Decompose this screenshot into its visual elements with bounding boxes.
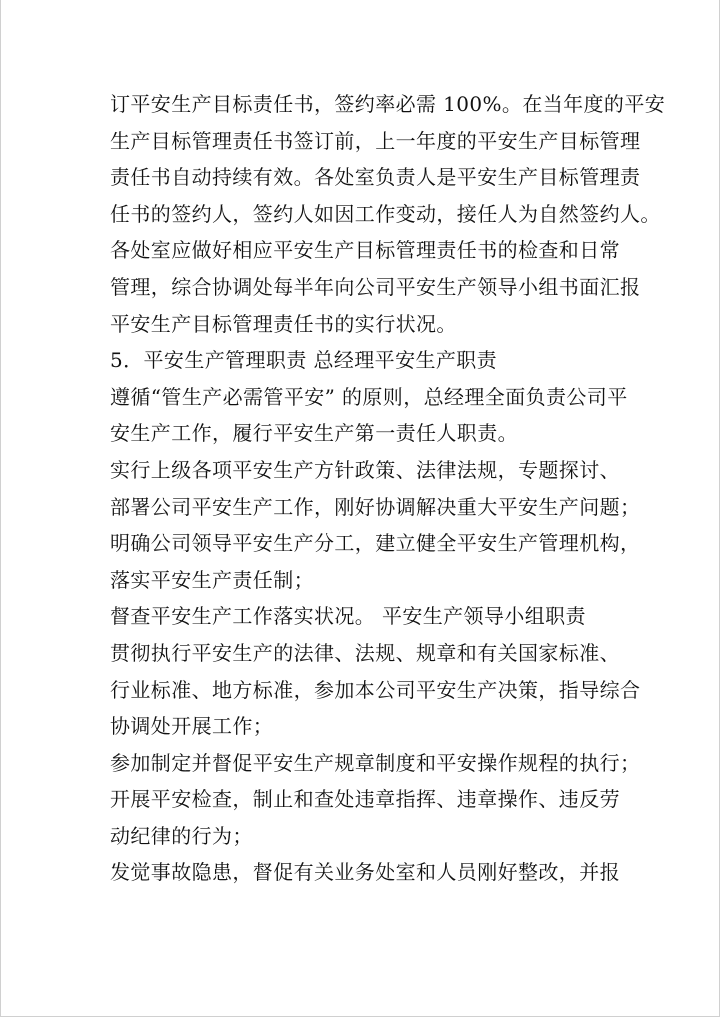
text-line-21: 动纪律的行为； (110, 823, 253, 848)
text-line-17: 行业标准、地方标准，参加本公司平安生产决策，指导综合 (110, 677, 641, 702)
text-line-19: 参加制定并督促平安生产规章制度和平安操作规程的执行； (110, 750, 641, 775)
text-line-18: 协调处开展工作； (110, 714, 274, 739)
text-line-12: 部署公司平安生产工作，刚好协调解决重大平安生产问题； (110, 494, 641, 519)
text-line-11: 实行上级各项平安生产方针政策、法律法规，专题探讨、 (110, 457, 620, 482)
text-line-7: 平安生产目标管理责任书的实行状况。 (110, 311, 457, 336)
text-line-22: 发觉事故隐患，督促有关业务处室和人员刚好整改，并报 (110, 860, 620, 885)
text-line-13: 明确公司领导平安生产分工，建立健全平安生产管理机构， (110, 531, 641, 556)
text-line-20: 开展平安检查，制止和查处违章指挥、违章操作、违反劳 (110, 787, 620, 812)
text-line-2: 生产目标管理责任书签订前，上一年度的平安生产目标管理 (110, 128, 641, 153)
section-heading: 5．平安生产管理职责 总经理平安生产职责 (110, 348, 498, 373)
text-line-9: 遵循“管生产必需管平安” 的原则，总经理全面负责公司平 (110, 384, 628, 409)
text-line-3: 责任书自动持续有效。各处室负责人是平安生产目标管理责 (110, 165, 641, 190)
text-line-4: 任书的签约人，签约人如因工作变动，接任人为自然签约人。 (110, 201, 661, 226)
text-line-1: 订平安生产目标责任书，签约率必需 100%。在当年度的平安 (110, 92, 666, 116)
text-line-6: 管理，综合协调处每半年向公司平安生产领导小组书面汇报 (110, 274, 641, 299)
text-line-15: 督查平安生产工作落实状况。 平安生产领导小组职责 (110, 604, 586, 629)
text-line-5: 各处室应做好相应平安生产目标管理责任书的检查和日常 (110, 238, 620, 263)
text-line-14: 落实平安生产责任制； (110, 567, 314, 592)
text-line-16: 贯彻执行平安生产的法律、法规、规章和有关国家标准、 (110, 640, 620, 665)
document-body (110, 86, 666, 891)
text-line-10: 安生产工作，履行平安生产第一责任人职责。 (110, 421, 518, 446)
